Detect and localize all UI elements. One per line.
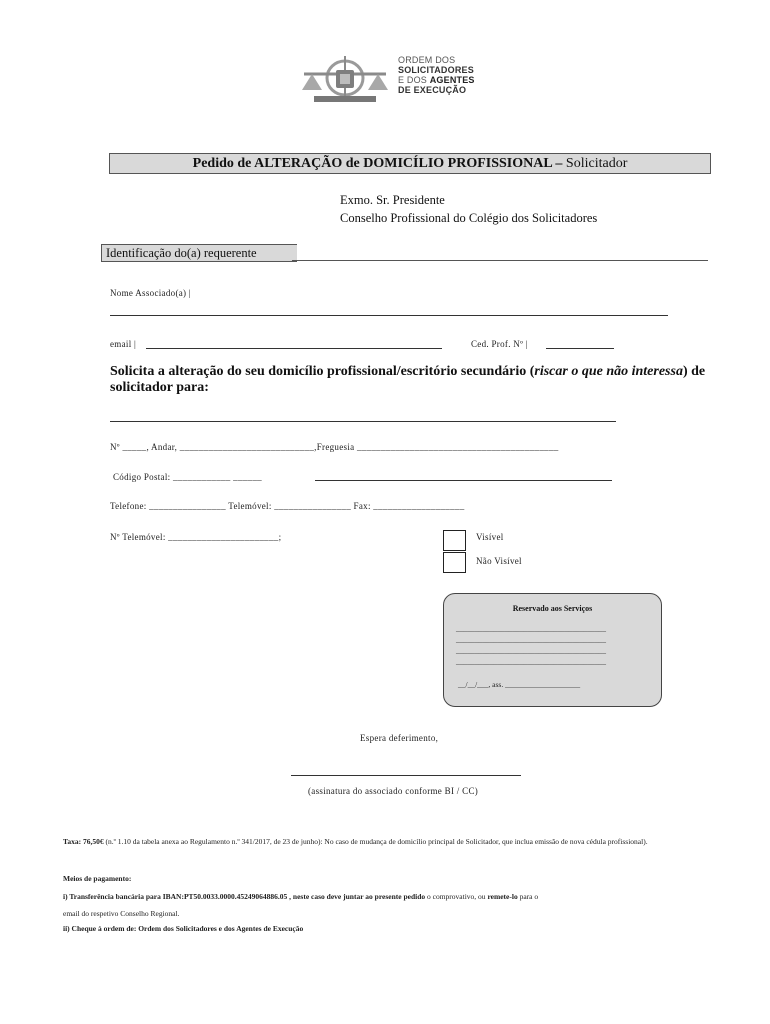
payment-method-cheque: ii) Cheque à ordem de: Ordem dos Solicitadores e dos Agentes de Execução bbox=[63, 924, 304, 933]
logo-text-line4: DE EXECUÇÃO bbox=[398, 85, 467, 95]
signature-line[interactable] bbox=[291, 775, 521, 776]
reserved-services-box bbox=[443, 593, 662, 707]
address-number-floor-parish[interactable]: Nº _____, Andar, ____________________________,Freguesia __________________________________________ bbox=[110, 442, 559, 452]
organization-logo bbox=[298, 52, 478, 108]
request-statement: Solicita a alteração do seu domicílio profissional/escritório secundário (riscar o que não interessa) de solicitador para: bbox=[110, 364, 706, 395]
logo-text-line1: ORDEM DOS bbox=[398, 55, 456, 65]
not-visible-label: Não Visível bbox=[476, 556, 522, 566]
section-divider bbox=[292, 260, 708, 261]
ced-prof-label: Ced. Prof. Nº | bbox=[471, 339, 528, 349]
not-visible-checkbox[interactable] bbox=[443, 552, 466, 573]
fee-info: Taxa: 76,50€ (n.º 1.10 da tabela anexa ao Regulamento n.º 341/2017, de 23 de junho): No caso de mudança de domicílio principal de Solicitador, que inclua emissão de nova cédula profissional). bbox=[63, 837, 648, 846]
email-label: email | bbox=[110, 339, 137, 349]
logo-text-line3: E DOS AGENTES bbox=[398, 75, 475, 85]
reserved-line: ________________________________________ bbox=[456, 646, 606, 655]
visible-label: Visível bbox=[476, 532, 504, 542]
payment-method-transfer: i) Transferência bancária para IBAN:PT50.0033.0000.45249064886.05 , neste caso deve juntar ao presente pedido o comprovativo, ou remete-lo para o bbox=[63, 892, 539, 901]
section-title: Identificação do(a) requerente bbox=[101, 244, 297, 262]
new-address-field[interactable] bbox=[110, 421, 616, 422]
payment-method-transfer-cont: email do respetivo Conselho Regional. bbox=[63, 909, 180, 918]
form-title: Pedido de ALTERAÇÃO de DOMICÍLIO PROFISSIONAL – Solicitador bbox=[109, 153, 711, 174]
reserved-date-signature: __/__/___, ass. ____________________ bbox=[458, 680, 581, 689]
locality-field[interactable] bbox=[315, 480, 612, 481]
reserved-line: ________________________________________ bbox=[456, 624, 606, 633]
addressee-line2: Conselho Profissional do Colégio dos Solicitadores bbox=[340, 211, 598, 225]
reserved-line: ________________________________________ bbox=[456, 657, 606, 666]
postal-code-field[interactable]: Código Postal: ____________ ______ bbox=[113, 472, 262, 482]
seal-emblem-icon bbox=[298, 52, 393, 108]
phone-fields[interactable]: Telefone: ________________ Telemóvel: ________________ Fax: ___________________ bbox=[110, 501, 465, 511]
payment-title: Meios de pagamento: bbox=[63, 874, 132, 883]
ced-prof-field[interactable] bbox=[546, 348, 614, 349]
reserved-line: ________________________________________ bbox=[456, 635, 606, 644]
visible-checkbox[interactable] bbox=[443, 530, 466, 551]
reserved-title: Reservado aos Serviços bbox=[512, 604, 593, 613]
name-field[interactable] bbox=[110, 315, 668, 316]
closing-text: Espera deferimento, bbox=[360, 733, 439, 743]
email-field[interactable] bbox=[146, 348, 442, 349]
name-label: Nome Associado(a) | bbox=[110, 288, 191, 298]
signature-caption: (assinatura do associado conforme BI / CC) bbox=[308, 786, 479, 796]
logo-text-line2: SOLICITADORES bbox=[398, 65, 474, 75]
mobile-number-field[interactable]: Nº Telemóvel: _______________________; bbox=[110, 532, 282, 542]
addressee-line1: Exmo. Sr. Presidente bbox=[340, 193, 445, 207]
